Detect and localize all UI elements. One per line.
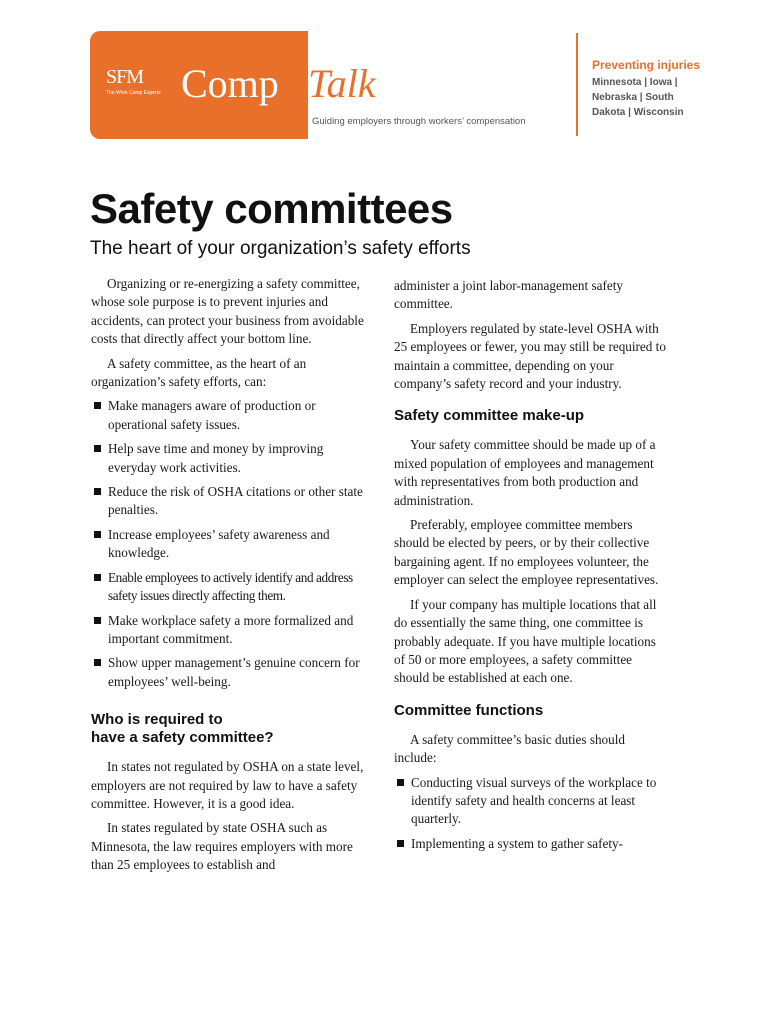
column-right xyxy=(394,277,668,859)
bullet-icon xyxy=(397,779,404,786)
page-subtitle: The heart of your organization’s safety efforts xyxy=(90,238,471,259)
page-title: Safety committees xyxy=(90,185,453,232)
bullet-icon xyxy=(94,445,101,452)
list-item-text: Increase employees’ safety awareness and knowledge. xyxy=(108,526,330,561)
list-item-text: Conducting visual surveys of the workplace to identify safety and health concerns at least quarterly. xyxy=(411,774,657,827)
section-heading-line: Who is required to xyxy=(91,711,223,729)
duties-list xyxy=(394,774,668,854)
section-label: Preventing injuries xyxy=(592,58,701,72)
paragraph: If your company has multiple locations that all do essentially the same thing, one committee is probably adequate. If you have multiple locations of 50 or more employees, a safety committee should be established at each one. xyxy=(394,596,657,686)
paragraph: A safety committee’s basic duties should include: xyxy=(394,731,625,766)
column-left xyxy=(91,275,371,881)
list-item xyxy=(91,569,371,606)
list-item xyxy=(394,835,668,853)
sfm-logo: SFM xyxy=(106,66,144,88)
list-item xyxy=(394,774,668,829)
paragraph: In states regulated by state OSHA such as Minnesota, the law requires employers with more than 25 employees to establish and xyxy=(91,820,353,873)
paragraph: Your safety committee should be made up of a mixed population of employees and management with representatives from both production and administration. xyxy=(394,437,656,508)
paragraph: administer a joint labor-management safety committee. xyxy=(394,278,623,312)
paragraph: Employers regulated by state-level OSHA with 25 employees or fewer, you may still be required to maintain a committee, depending on your company’s safety record and your industry. xyxy=(394,320,666,392)
header-divider xyxy=(576,33,578,136)
paragraph: Preferably, employee committee members should be elected by peers, or by their collective bargaining agent. If no employees volunteer, the employer can select the employee representatives. xyxy=(394,517,659,588)
sfm-logo-tagline: The Work Comp Experts xyxy=(106,90,161,96)
list-item xyxy=(91,440,371,477)
list-item-text: Help save time and money by improving everyday work activities. xyxy=(108,441,324,475)
newsletter-tagline: Guiding employers through workers’ compensation xyxy=(312,116,526,127)
list-item-text: Enable employees to actively identify and address safety issues directly affecting them. xyxy=(108,569,353,604)
benefits-list xyxy=(91,397,371,691)
list-item xyxy=(91,526,371,563)
states-list: Minnesota | Iowa | Nebraska | South Dakota | Wisconsin xyxy=(592,77,684,118)
bullet-icon xyxy=(94,531,101,538)
section-heading xyxy=(91,711,371,747)
section-heading: Safety committee make-up xyxy=(394,407,585,425)
section-heading: Committee functions xyxy=(394,701,544,719)
list-item-text: Make managers aware of production or operational safety issues. xyxy=(108,398,316,432)
bullet-icon xyxy=(94,659,101,666)
section-heading-line: have a safety committee? xyxy=(91,729,274,747)
list-item-text: Show upper management’s genuine concern for employees’ well-being. xyxy=(108,655,360,689)
bullet-icon xyxy=(94,617,101,624)
list-item xyxy=(91,483,371,520)
bullet-icon xyxy=(94,574,101,581)
list-item xyxy=(91,612,371,649)
comptalk-logo-comp: Comp xyxy=(181,61,279,106)
list-item xyxy=(91,654,371,691)
paragraph: In states not regulated by OSHA on a state level, employers are not required by law to have a safety committee. However, it is a good idea. xyxy=(91,759,364,811)
bullet-icon xyxy=(94,488,101,495)
list-item xyxy=(91,397,371,434)
bullet-icon xyxy=(397,840,404,847)
list-item-text: Reduce the risk of OSHA citations or other state penalties. xyxy=(108,484,363,518)
bullet-icon xyxy=(94,402,101,409)
comptalk-logo-talk: Talk xyxy=(308,61,376,106)
list-item-text: Make workplace safety a more formalized and important commitment. xyxy=(108,612,354,646)
paragraph: Organizing or re-energizing a safety committee, whose sole purpose is to prevent injuries and accidents, can protect your business from avoidable costs that directly affect your bottom line. xyxy=(91,276,364,347)
paragraph: A safety committee, as the heart of an organization’s safety efforts, can: xyxy=(91,355,307,390)
list-item-text: Implementing a system to gather safety- xyxy=(411,835,624,851)
